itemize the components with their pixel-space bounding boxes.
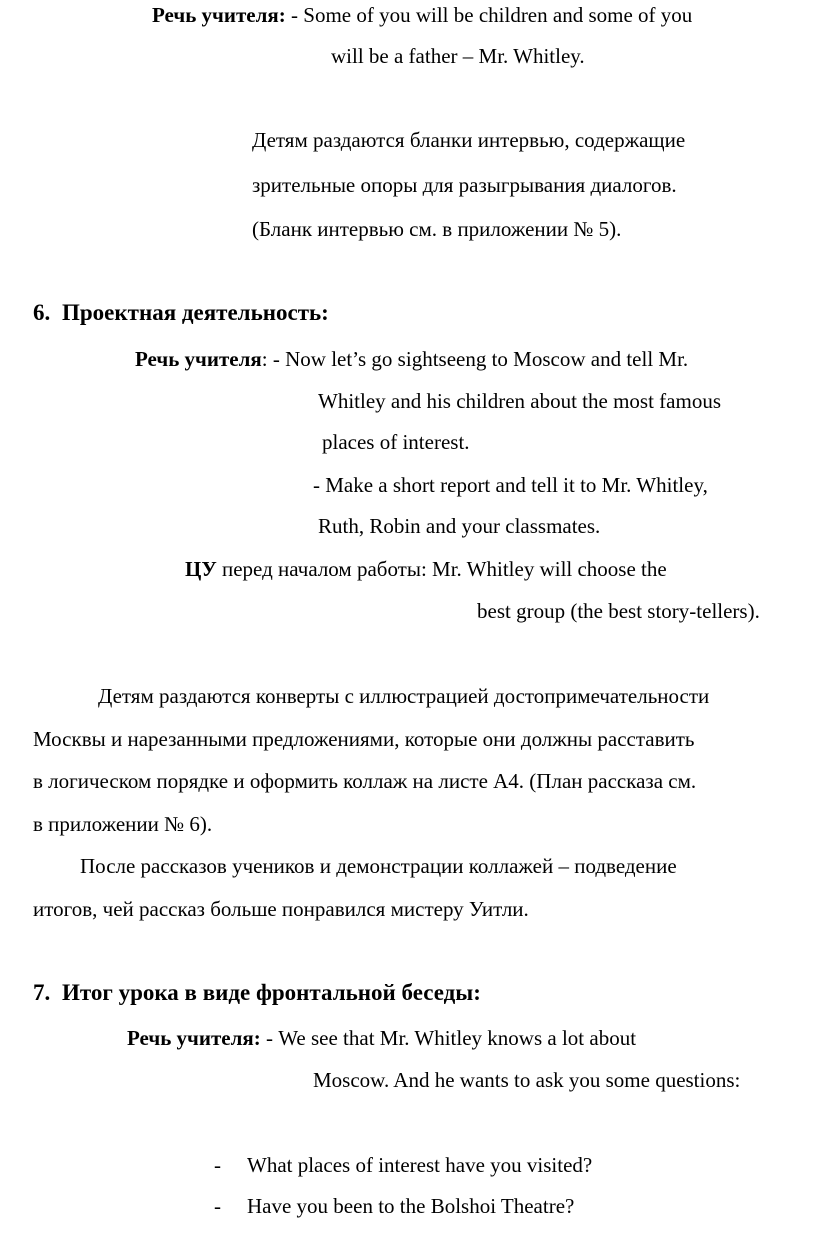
instruction-line <box>185 556 667 582</box>
speech-text: - Make a short report and tell it to Mr. Whitley, <box>313 473 708 497</box>
teacher-speech-line <box>135 346 688 372</box>
speaker-label: Речь учителя: <box>127 1026 261 1050</box>
abbr-label: ЦУ <box>185 557 217 581</box>
note-line: Детям раздаются бланки интервью, содержащие <box>252 128 686 152</box>
section-number: 6. <box>33 300 51 325</box>
teacher-speech-line <box>152 2 692 28</box>
instruction-text: перед началом работы: Mr. Whitley will choose the <box>216 557 667 581</box>
paragraph-line: в приложении № 6). <box>33 812 213 836</box>
question-item <box>214 1193 575 1219</box>
speech-text: Ruth, Robin and your classmates. <box>318 514 601 538</box>
speech-text: Moscow. And he wants to ask you some questions: <box>313 1068 741 1092</box>
bullet-dash: - <box>214 1194 221 1218</box>
section-title: Итог урока в виде фронтальной беседы: <box>62 980 481 1005</box>
note-line: (Бланк интервью см. в приложении № 5). <box>252 217 622 241</box>
paragraph-line: Детям раздаются конверты с иллюстрацией достопримечательности <box>98 684 710 708</box>
speech-text: places of interest. <box>322 430 470 454</box>
instruction-text: best group (the best story-tellers). <box>477 599 760 623</box>
speech-text: - We see that Mr. Whitley knows a lot about <box>260 1026 637 1050</box>
section-number: 7. <box>33 980 51 1005</box>
paragraph-line: После рассказов учеников и демонстрации коллажей – подведение <box>80 854 677 878</box>
bullet-dash: - <box>214 1153 221 1177</box>
speech-text: will be a father – Mr. Whitley. <box>331 44 585 68</box>
paragraph-line: в логическом порядке и оформить коллаж на листе А4. (План рассказа см. <box>33 769 697 793</box>
question-item <box>214 1152 593 1178</box>
speaker-label: Речь учителя: <box>152 3 286 27</box>
question-text: Have you been to the Bolshoi Theatre? <box>247 1194 575 1218</box>
speech-text: : - Now let’s go sightseeng to Moscow and tell Mr. <box>261 347 689 371</box>
section-heading <box>33 980 481 1006</box>
question-text: What places of interest have you visited? <box>247 1153 593 1177</box>
note-line: зрительные опоры для разыгрывания диалогов. <box>252 173 677 197</box>
teacher-speech-line <box>127 1025 636 1051</box>
section-title: Проектная деятельность: <box>62 300 329 325</box>
speaker-label: Речь учителя <box>135 347 262 371</box>
speech-text: - Some of you will be children and some of you <box>285 3 693 27</box>
section-heading <box>33 300 329 326</box>
paragraph-line: итогов, чей рассказ больше понравился мистеру Уитли. <box>33 897 529 921</box>
paragraph-line: Москвы и нарезанными предложениями, которые они должны расставить <box>33 727 695 751</box>
speech-text: Whitley and his children about the most famous <box>318 389 721 413</box>
